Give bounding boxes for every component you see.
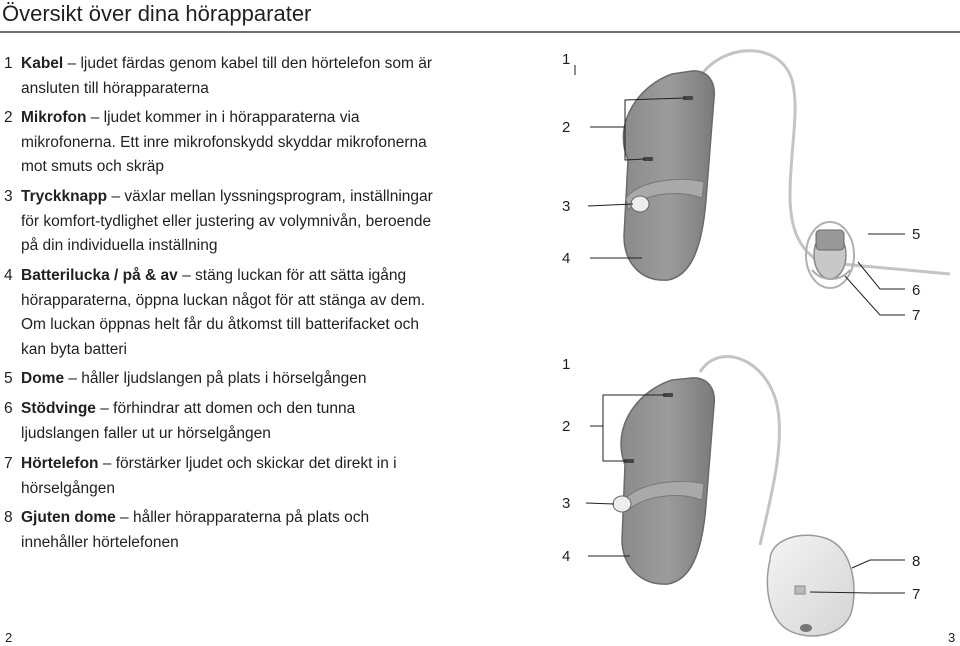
- leader-lines-top: [575, 65, 905, 315]
- page-number-right: 3: [948, 630, 956, 645]
- item-term: Tryckknapp: [21, 188, 108, 205]
- callout-3: 3: [562, 198, 571, 215]
- hearing-aid-body: [621, 378, 714, 584]
- sound-outlet: [800, 624, 812, 632]
- item-term: Batterilucka / på & av: [21, 267, 178, 284]
- item-term: Kabel: [21, 55, 64, 72]
- callout-7: 7: [912, 307, 921, 324]
- callout-3: 3: [562, 495, 571, 512]
- callout-2: 2: [562, 119, 571, 136]
- item-description: – håller hörapparaterna på plats och innehåller hörtelefonen: [21, 509, 370, 551]
- push-button: [631, 196, 649, 212]
- item-description: – ljudet färdas genom kabel till den hörtelefon som är ansluten till hörapparaterna: [21, 55, 432, 97]
- item-description: – stäng luckan för att sätta igång hörapparaterna, öppna luckan något för att stänga av dem. Om luckan öppnas helt får du åtkomst till batterifacket och kan byta batteri: [21, 267, 426, 358]
- page-number-left: 2: [5, 630, 13, 645]
- callout-1: 1: [562, 356, 571, 373]
- item-term: Stödvinge: [21, 400, 96, 417]
- hearing-aid-body: [623, 71, 714, 280]
- hearing-aid-top: [623, 51, 950, 288]
- callout-5: 5: [912, 226, 921, 243]
- receiver: [795, 586, 805, 594]
- callout-1: 1: [562, 51, 571, 68]
- callout-4: 4: [562, 548, 571, 565]
- item-number: 3: [4, 188, 13, 205]
- callout-8: 8: [912, 553, 921, 570]
- callout-6: 6: [912, 282, 921, 299]
- item-term: Gjuten dome: [21, 509, 116, 526]
- callout-2: 2: [562, 418, 571, 435]
- page-title: Översikt över dina hörapparater: [2, 1, 312, 26]
- item-description: – förhindrar att domen och den tunna ljudslangen faller ut ur hörselgången: [21, 400, 356, 442]
- push-button: [613, 496, 631, 512]
- item-description: – håller ljudslangen på plats i hörselgången: [64, 370, 367, 387]
- item-number: 1: [4, 55, 13, 72]
- callout-7: 7: [912, 586, 921, 603]
- item-description: – förstärker ljudet och skickar det direkt in i hörselgången: [21, 455, 397, 497]
- item-term: Mikrofon: [21, 109, 87, 126]
- item-number: 6: [4, 400, 13, 417]
- item-number: 5: [4, 370, 13, 387]
- item-number: 8: [4, 509, 13, 526]
- item-description: – växlar mellan lyssningsprogram, inställningar för komfort-tydlighet eller justering av volymnivån, beroende på din individuella inställning: [21, 188, 433, 254]
- item-description: – ljudet kommer in i hörapparaterna via mikrofonerna. Ett inre mikrofonskydd skyddar mikrofonerna mot smuts och skräp: [21, 109, 427, 175]
- item-term: Dome: [21, 370, 65, 387]
- callout-4: 4: [562, 250, 571, 267]
- sound-tube: [700, 357, 779, 545]
- item-number: 2: [4, 109, 13, 126]
- item-number: 4: [4, 267, 13, 284]
- hearing-aid-bottom: [613, 357, 854, 636]
- molded-dome: [767, 535, 853, 636]
- item-term: Hörtelefon: [21, 455, 99, 472]
- item-number: 7: [4, 455, 13, 472]
